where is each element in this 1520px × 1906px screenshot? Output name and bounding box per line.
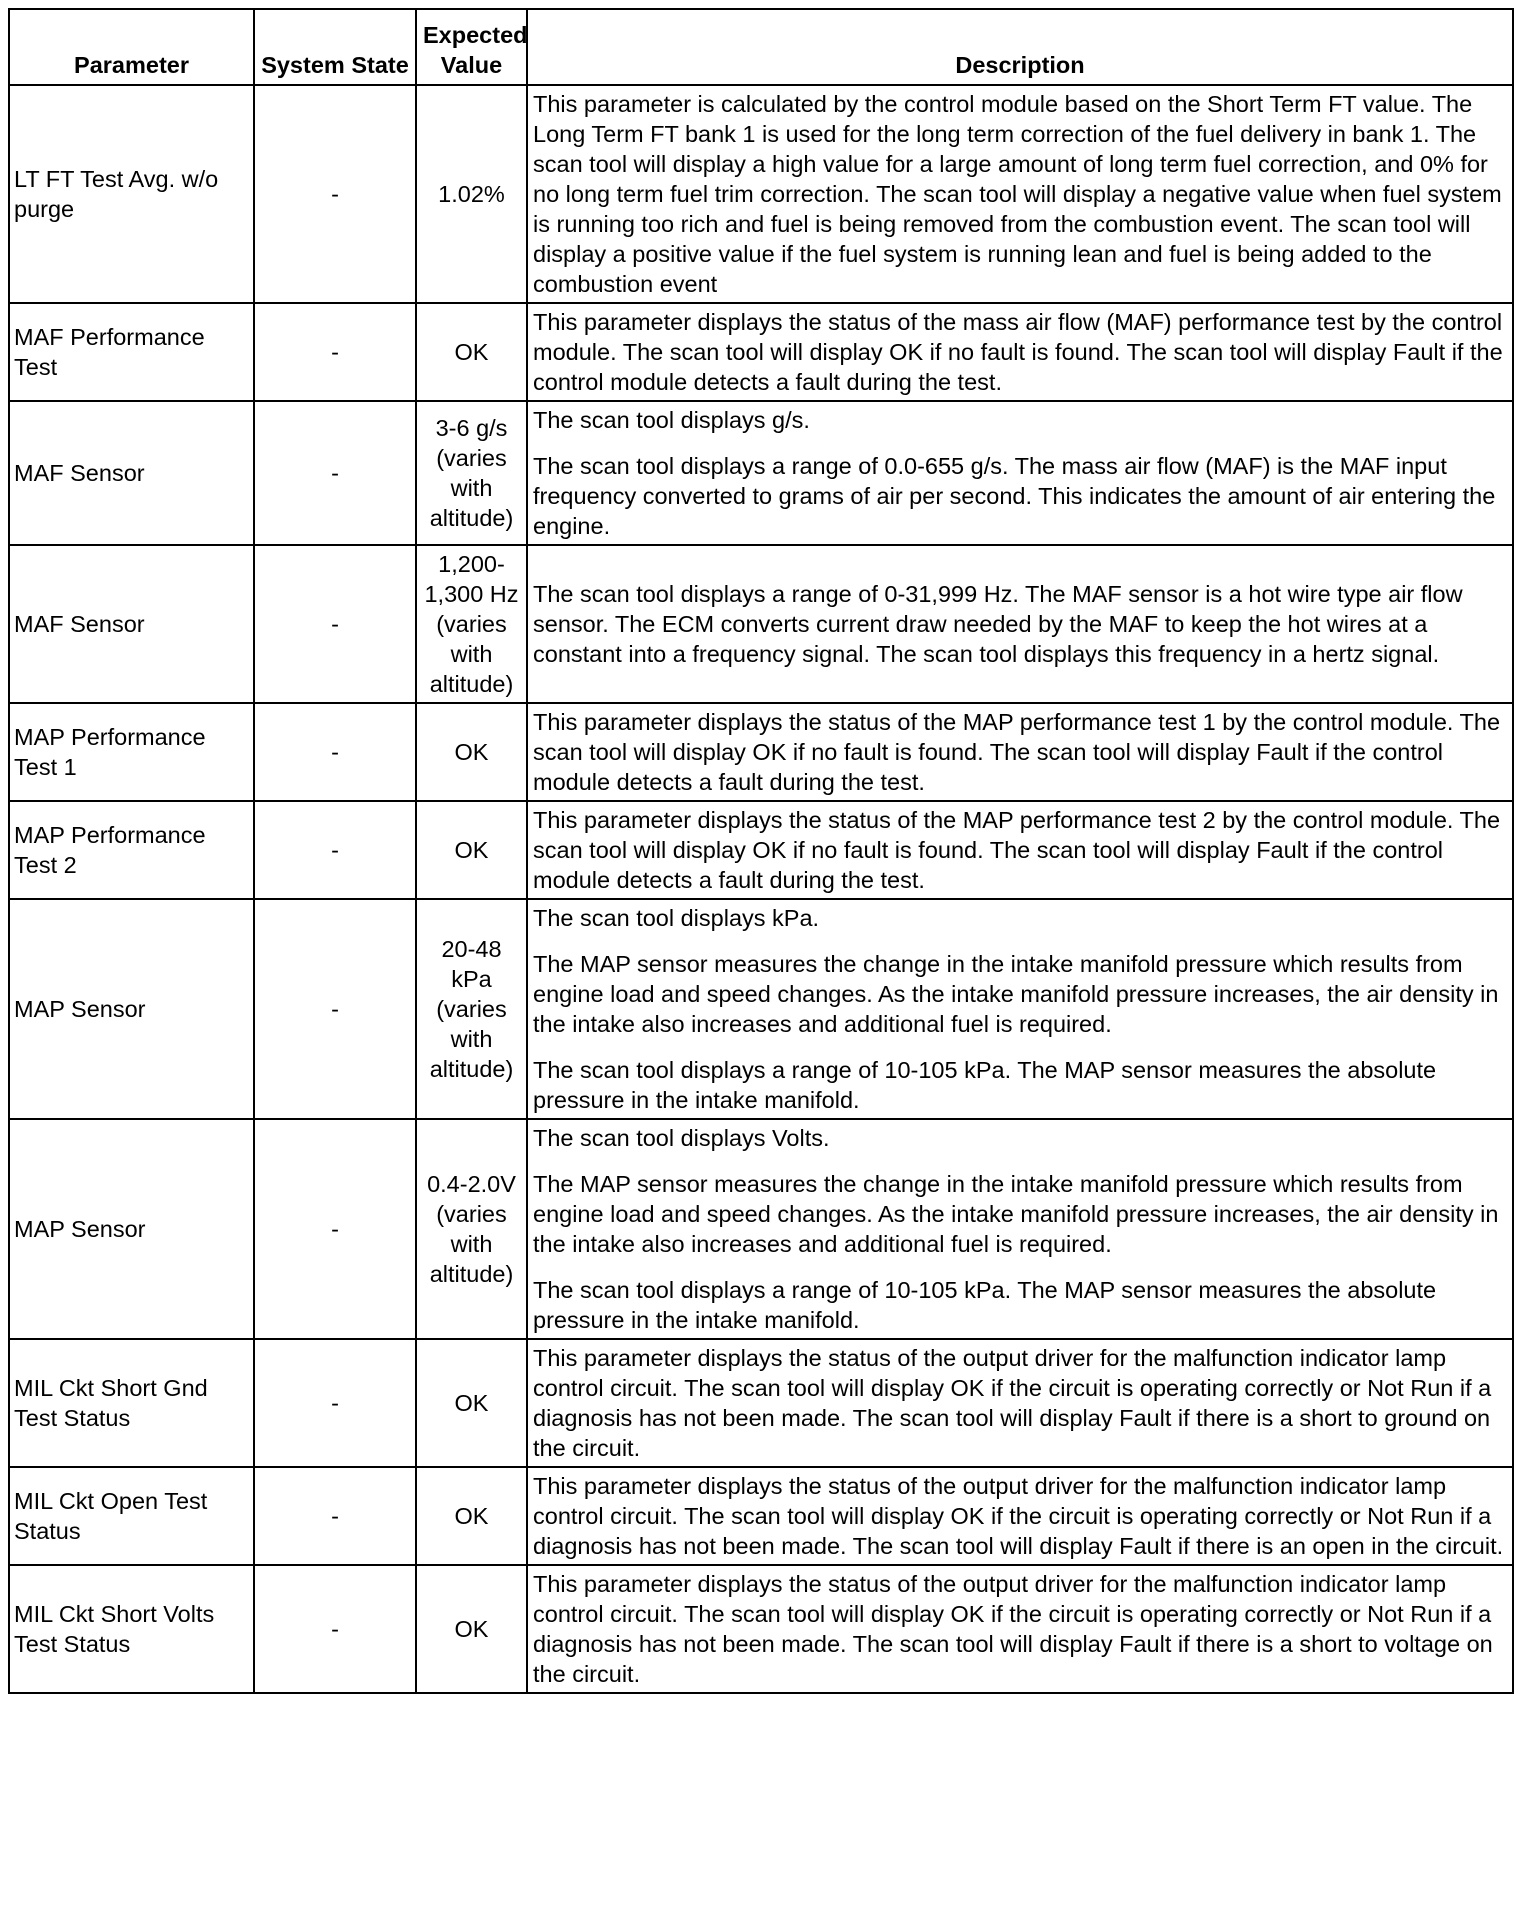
expected-value-cell: 20-48 kPa (varies with altitude) [416,899,527,1119]
expected-value-cell: 1.02% [416,85,527,303]
system-state-cell: - [254,1339,416,1467]
parameter-cell: MAP Performance Test 1 [9,703,254,801]
header-system-state: System State [254,9,416,85]
parameter-cell: MAF Sensor [9,545,254,703]
parameter-cell: LT FT Test Avg. w/o purge [9,85,254,303]
expected-value-cell: OK [416,801,527,899]
table-row [9,1339,1513,1467]
description-paragraph: The scan tool displays kPa. [533,905,820,931]
description-cell [527,1119,1513,1339]
system-state-cell: - [254,401,416,545]
description-cell [527,85,1513,303]
expected-value-cell: OK [416,1565,527,1693]
expected-value-cell: 1,200-1,300 Hz (varies with altitude) [416,545,527,703]
parameter-cell: MAP Performance Test 2 [9,801,254,899]
description-paragraph: The MAP sensor measures the change in the intake manifold pressure which results from engine load and speed changes. As the intake manifold pressure increases, the air density in the intake also increases and additional fuel is required. [533,1171,1499,1257]
description-cell [527,401,1513,545]
description-cell [527,303,1513,401]
header-expected-value: Expected Value [416,9,527,85]
description-paragraph: The scan tool displays a range of 10-105 kPa. The MAP sensor measures the absolute pressure in the intake manifold. [533,1277,1437,1333]
description-cell [527,1339,1513,1467]
description-cell [527,545,1513,703]
description-cell [527,899,1513,1119]
description-paragraph: This parameter displays the status of the MAP performance test 2 by the control module. The scan tool will display OK if no fault is found. The scan tool will display Fault if the control module detects a fault during the test. [533,807,1501,893]
parameter-cell: MIL Ckt Open Test Status [9,1467,254,1565]
description-paragraph: The scan tool displays a range of 0-31,999 Hz. The MAF sensor is a hot wire type air flow sensor. The ECM converts current draw needed by the MAF to keep the hot wires at a constant into a frequency signal. The scan tool displays this frequency in a hertz signal. [533,581,1463,667]
parameter-cell: MAP Sensor [9,899,254,1119]
table-row [9,899,1513,1119]
table-row [9,401,1513,545]
expected-value-cell: OK [416,303,527,401]
parameter-table [8,8,1514,1694]
expected-value-cell: 3-6 g/s (varies with altitude) [416,401,527,545]
system-state-cell: - [254,703,416,801]
table-row [9,703,1513,801]
header-parameter: Parameter [9,9,254,85]
header-description: Description [527,9,1513,85]
description-cell [527,1565,1513,1693]
description-paragraph: This parameter displays the status of the output driver for the malfunction indicator lamp control circuit. The scan tool will display OK if the circuit is operating correctly or Not Run if a diagnosis has not been made. The scan tool will display Fault if there is an open in the circuit. [533,1473,1504,1559]
expected-value-cell: OK [416,1467,527,1565]
table-row [9,1467,1513,1565]
description-cell [527,703,1513,801]
table-row [9,1565,1513,1693]
description-paragraph: This parameter displays the status of the output driver for the malfunction indicator lamp control circuit. The scan tool will display OK if the circuit is operating correctly or Not Run if a diagnosis has not been made. The scan tool will display Fault if there is a short to ground on the circuit. [533,1345,1492,1461]
expected-value-cell: OK [416,703,527,801]
table-body [9,85,1513,1693]
description-paragraph: The scan tool displays a range of 10-105 kPa. The MAP sensor measures the absolute pressure in the intake manifold. [533,1057,1437,1113]
parameter-cell: MIL Ckt Short Volts Test Status [9,1565,254,1693]
system-state-cell: - [254,801,416,899]
system-state-cell: - [254,545,416,703]
description-paragraph: This parameter displays the status of the output driver for the malfunction indicator lamp control circuit. The scan tool will display OK if the circuit is operating correctly or Not Run if a diagnosis has not been made. The scan tool will display Fault if there is a short to voltage on the circuit. [533,1571,1493,1687]
system-state-cell: - [254,1467,416,1565]
table-row [9,85,1513,303]
description-paragraph: The scan tool displays g/s. [533,407,810,433]
description-paragraph: This parameter displays the status of the mass air flow (MAF) performance test by the control module. The scan tool will display OK if no fault is found. The scan tool will display Fault if the control module detects a fault during the test. [533,309,1503,395]
table-row [9,303,1513,401]
expected-value-cell: OK [416,1339,527,1467]
table-row [9,801,1513,899]
parameter-cell: MIL Ckt Short Gnd Test Status [9,1339,254,1467]
description-paragraph: The scan tool displays a range of 0.0-655 g/s. The mass air flow (MAF) is the MAF input frequency converted to grams of air per second. This indicates the amount of air entering the engine. [533,453,1496,539]
system-state-cell: - [254,899,416,1119]
system-state-cell: - [254,85,416,303]
description-paragraph: This parameter displays the status of the MAP performance test 1 by the control module. The scan tool will display OK if no fault is found. The scan tool will display Fault if the control module detects a fault during the test. [533,709,1501,795]
parameter-cell: MAF Performance Test [9,303,254,401]
description-paragraph: The scan tool displays Volts. [533,1125,830,1151]
system-state-cell: - [254,1119,416,1339]
system-state-cell: - [254,303,416,401]
system-state-cell: - [254,1565,416,1693]
description-cell [527,801,1513,899]
parameter-cell: MAP Sensor [9,1119,254,1339]
header-row [9,9,1513,85]
table-row [9,545,1513,703]
description-paragraph: The MAP sensor measures the change in the intake manifold pressure which results from engine load and speed changes. As the intake manifold pressure increases, the air density in the intake also increases and additional fuel is required. [533,951,1499,1037]
table-row [9,1119,1513,1339]
description-cell [527,1467,1513,1565]
expected-value-cell: 0.4-2.0V (varies with altitude) [416,1119,527,1339]
description-paragraph: This parameter is calculated by the control module based on the Short Term FT value. The Long Term FT bank 1 is used for the long term correction of the fuel delivery in bank 1. The scan tool will display a high value for a large amount of long term fuel correction, and 0% for no long term fuel trim correction. The scan tool will display a negative value when fuel system is running too rich and fuel is being removed from the combustion event. The scan tool will display a positive value if the fuel system is running lean and fuel is being added to the combustion event [533,91,1502,297]
parameter-cell: MAF Sensor [9,401,254,545]
